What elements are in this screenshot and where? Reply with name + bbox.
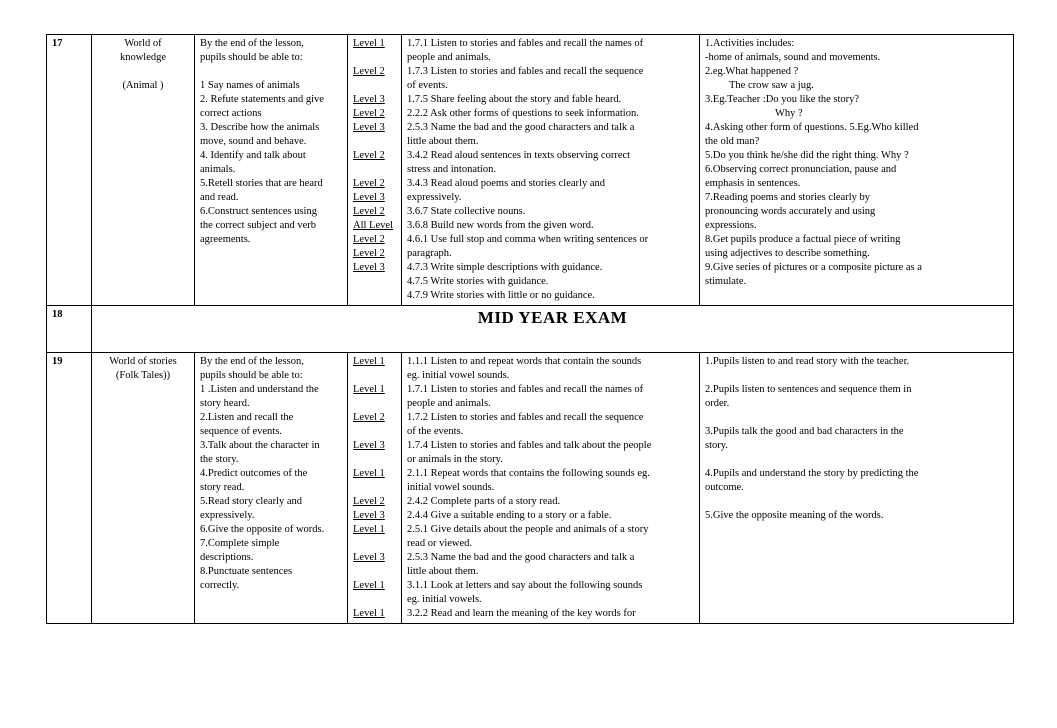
activity-line-text: 8.Get pupils produce a factual piece of writing xyxy=(705,234,901,245)
objective-line xyxy=(200,369,342,383)
objective-line xyxy=(200,79,342,93)
objective-line xyxy=(200,93,342,107)
activity-line xyxy=(705,397,1008,411)
standard-line xyxy=(407,261,694,275)
objective-line xyxy=(200,205,342,219)
level-label xyxy=(353,163,396,177)
level-label-text: Level 3 xyxy=(353,262,385,273)
standard-line xyxy=(407,247,694,261)
standard-line xyxy=(407,275,694,289)
level-label-text: Level 2 xyxy=(353,150,385,161)
table-row-week-18 xyxy=(47,306,1014,353)
standard-line xyxy=(407,355,694,369)
levels-cell xyxy=(348,353,402,624)
levels-cell xyxy=(348,35,402,306)
standard-line-text: 2.5.3 Name the bad and the good characters and talk a xyxy=(407,552,635,563)
standard-line xyxy=(407,397,694,411)
standard-line xyxy=(407,425,694,439)
standard-line xyxy=(407,107,694,121)
objective-line-text: story heard. xyxy=(200,398,250,409)
standard-line-text: 4.7.9 Write stories with little or no guidance. xyxy=(407,290,595,301)
activity-line xyxy=(705,205,1008,219)
theme-line-text: World of xyxy=(124,38,162,49)
level-label xyxy=(353,607,396,621)
level-label xyxy=(353,93,396,107)
level-label xyxy=(353,191,396,205)
level-label xyxy=(353,261,396,275)
activity-line xyxy=(705,233,1008,247)
standard-line-text: of events. xyxy=(407,80,448,91)
activity-line-text: pronouncing words accurately and using xyxy=(705,206,876,217)
learning-standards-cell xyxy=(402,353,700,624)
activity-line-text: 1.Activities includes: xyxy=(705,38,795,49)
level-label xyxy=(353,425,396,439)
objective-line-text: 1 .Listen and understand the xyxy=(200,384,319,395)
activity-line xyxy=(705,481,1008,495)
standard-line xyxy=(407,551,694,565)
standard-line-text: expressively. xyxy=(407,192,462,203)
scheme-of-work-table xyxy=(46,34,1014,624)
objective-line xyxy=(200,481,342,495)
activity-line xyxy=(705,453,1008,467)
standard-line xyxy=(407,537,694,551)
standard-line-text: 4.6.1 Use full stop and comma when writing sentences or xyxy=(407,234,649,245)
level-label-text: Level 1 xyxy=(353,524,385,535)
standard-line-text: little about them. xyxy=(407,566,479,577)
level-label xyxy=(353,79,396,93)
level-label xyxy=(353,51,396,65)
level-label-text: Level 3 xyxy=(353,122,385,133)
activity-line xyxy=(705,177,1008,191)
standard-line-text: 4.7.5 Write stories with guidance. xyxy=(407,276,549,287)
standard-line-text: 3.4.3 Read aloud poems and stories clearly and xyxy=(407,178,605,189)
objectives-cell xyxy=(195,353,348,624)
standard-line xyxy=(407,481,694,495)
activity-line xyxy=(705,439,1008,453)
activity-line xyxy=(705,383,1008,397)
objective-line xyxy=(200,37,342,51)
activity-line-text: expressions. xyxy=(705,220,757,231)
theme-cell xyxy=(92,35,195,306)
mid-year-exam-banner: MID YEAR EXAM xyxy=(92,306,1014,353)
level-label xyxy=(353,495,396,509)
standard-line-text: 3.4.2 Read aloud sentences in texts observing correct xyxy=(407,150,631,161)
standard-line xyxy=(407,369,694,383)
objective-line-text: 8.Punctuate sentences xyxy=(200,566,293,577)
activity-line-text: Why ? xyxy=(775,108,803,119)
activity-line xyxy=(705,509,1008,523)
activity-line xyxy=(705,51,1008,65)
objective-line xyxy=(200,411,342,425)
objective-line xyxy=(200,509,342,523)
activity-line xyxy=(705,149,1008,163)
standard-line xyxy=(407,79,694,93)
objective-line xyxy=(200,523,342,537)
level-label xyxy=(353,481,396,495)
activity-line xyxy=(705,163,1008,177)
level-label-text: Level 2 xyxy=(353,66,385,77)
objective-line-text: agreements. xyxy=(200,234,251,245)
level-label-text: Level 3 xyxy=(353,440,385,451)
table-row-week-17 xyxy=(47,35,1014,306)
activity-line xyxy=(705,135,1008,149)
level-label xyxy=(353,565,396,579)
standard-line xyxy=(407,289,694,303)
objective-line-text: 6.Give the opposite of words. xyxy=(200,524,325,535)
level-label xyxy=(353,177,396,191)
level-label-text: Level 1 xyxy=(353,580,385,591)
level-label-text: Level 1 xyxy=(353,38,385,49)
level-label-text: Level 1 xyxy=(353,468,385,479)
activity-line-text: 1.Pupils listen to and read story with the teacher. xyxy=(705,356,910,367)
objective-line xyxy=(200,51,342,65)
activity-line xyxy=(705,37,1008,51)
theme-line-text: (Animal ) xyxy=(122,80,164,91)
activity-line xyxy=(705,65,1008,79)
activity-line xyxy=(705,495,1008,509)
standard-line-text: 2.5.1 Give details about the people and animals of a story xyxy=(407,524,649,535)
standard-line xyxy=(407,411,694,425)
level-label xyxy=(353,247,396,261)
objective-line-text: 3.Talk about the character in xyxy=(200,440,320,451)
theme-line xyxy=(97,37,189,51)
standard-line xyxy=(407,93,694,107)
standard-line-text: or animals in the story. xyxy=(407,454,503,465)
standard-line-text: 4.7.3 Write simple descriptions with guidance. xyxy=(407,262,603,273)
objective-line xyxy=(200,383,342,397)
objective-line-text: animals. xyxy=(200,164,236,175)
activity-line xyxy=(705,121,1008,135)
table-row-week-19 xyxy=(47,353,1014,624)
standard-line xyxy=(407,163,694,177)
level-label xyxy=(353,65,396,79)
standard-line-text: paragraph. xyxy=(407,248,452,259)
objective-line-text: sequence of events. xyxy=(200,426,282,437)
standard-line-text: eg. initial vowel sounds. xyxy=(407,370,510,381)
level-label xyxy=(353,233,396,247)
standard-line xyxy=(407,205,694,219)
objective-line xyxy=(200,191,342,205)
activity-line-text: 3.Eg.Teacher :Do you like the story? xyxy=(705,94,860,105)
objective-line xyxy=(200,177,342,191)
activity-line-text: stimulate. xyxy=(705,276,747,287)
theme-line xyxy=(97,369,189,383)
objective-line-text: correctly. xyxy=(200,580,240,591)
level-label xyxy=(353,411,396,425)
objective-line-text: 5.Read story clearly and xyxy=(200,496,303,507)
activity-line xyxy=(705,275,1008,289)
level-label-text: Level 2 xyxy=(353,178,385,189)
standard-line xyxy=(407,495,694,509)
objective-line xyxy=(200,107,342,121)
objective-line xyxy=(200,439,342,453)
objective-line xyxy=(200,495,342,509)
activity-line-text: emphasis in sentences. xyxy=(705,178,801,189)
activity-line-text: using adjectives to describe something. xyxy=(705,248,870,259)
level-label-text: Level 2 xyxy=(353,206,385,217)
activity-line xyxy=(705,107,1008,121)
standard-line-text: 1.7.4 Listen to stories and fables and talk about the people xyxy=(407,440,652,451)
standard-line-text: eg. initial vowels. xyxy=(407,594,482,605)
standard-line xyxy=(407,219,694,233)
level-label-text: Level 3 xyxy=(353,552,385,563)
standard-line-text: 1.7.5 Share feeling about the story and fable heard. xyxy=(407,94,622,105)
activity-line xyxy=(705,425,1008,439)
level-label xyxy=(353,537,396,551)
level-label-text: Level 1 xyxy=(353,384,385,395)
standard-line xyxy=(407,65,694,79)
level-label xyxy=(353,383,396,397)
activity-line xyxy=(705,247,1008,261)
standard-line xyxy=(407,135,694,149)
standard-line-text: 1.1.1 Listen to and repeat words that contain the sounds xyxy=(407,356,642,367)
activity-line xyxy=(705,369,1008,383)
level-label xyxy=(353,219,396,233)
activity-line xyxy=(705,93,1008,107)
standard-line-text: 3.2.2 Read and learn the meaning of the key words for xyxy=(407,608,636,619)
standard-line xyxy=(407,149,694,163)
level-label xyxy=(353,467,396,481)
standard-line xyxy=(407,383,694,397)
level-label-text: Level 2 xyxy=(353,234,385,245)
standard-line-text: 3.6.7 State collective nouns. xyxy=(407,206,526,217)
level-label xyxy=(353,551,396,565)
objective-line xyxy=(200,551,342,565)
level-label-text: Level 2 xyxy=(353,108,385,119)
standard-line-text: people and animals. xyxy=(407,52,491,63)
standard-line xyxy=(407,191,694,205)
standard-line-text: 1.7.1 Listen to stories and fables and recall the names of xyxy=(407,38,644,49)
objective-line-text: 4.Predict outcomes of the xyxy=(200,468,308,479)
level-label xyxy=(353,509,396,523)
standard-line-text: 1.7.3 Listen to stories and fables and recall the sequence xyxy=(407,66,644,77)
objective-line xyxy=(200,219,342,233)
objectives-cell xyxy=(195,35,348,306)
standard-line xyxy=(407,579,694,593)
standard-line-text: little about them. xyxy=(407,136,479,147)
activities-cell xyxy=(700,35,1014,306)
standard-line-text: 3.1.1 Look at letters and say about the following sounds xyxy=(407,580,643,591)
standard-line-text: 2.1.1 Repeat words that contains the following sounds eg. xyxy=(407,468,650,479)
standard-line xyxy=(407,607,694,621)
objective-line xyxy=(200,453,342,467)
activities-cell xyxy=(700,353,1014,624)
standard-line xyxy=(407,453,694,467)
level-label-text: Level 2 xyxy=(353,496,385,507)
objective-line xyxy=(200,149,342,163)
learning-standards-cell xyxy=(402,35,700,306)
objective-line-text: 1 Say names of animals xyxy=(200,80,300,91)
standard-line-text: 1.7.2 Listen to stories and fables and recall the sequence xyxy=(407,412,644,423)
standard-line xyxy=(407,439,694,453)
objective-line-text: pupils should be able to: xyxy=(200,52,303,63)
week-cell: 19 xyxy=(47,353,92,624)
activity-line-text: 3.Pupils talk the good and bad characters in the xyxy=(705,426,904,437)
objective-line-text: By the end of the lesson, xyxy=(200,38,304,49)
standard-line xyxy=(407,467,694,481)
theme-line xyxy=(97,355,189,369)
level-label xyxy=(353,439,396,453)
objective-line xyxy=(200,467,342,481)
standard-line xyxy=(407,565,694,579)
standard-line xyxy=(407,121,694,135)
week-cell: 18 xyxy=(47,306,92,353)
level-label-text: Level 2 xyxy=(353,248,385,259)
objective-line-text: 4. Identify and talk about xyxy=(200,150,306,161)
objective-line-text: descriptions. xyxy=(200,552,254,563)
activity-line-text: 4.Asking other form of questions. 5.Eg.Who killed xyxy=(705,122,919,133)
standard-line-text: 2.4.2 Complete parts of a story read. xyxy=(407,496,561,507)
level-label-text: All Level xyxy=(353,220,393,231)
activity-line-text: -home of animals, sound and movements. xyxy=(705,52,881,63)
objective-line-text: 6.Construct sentences using xyxy=(200,206,317,217)
activity-line-text: 2.eg.What happened ? xyxy=(705,66,799,77)
level-label-text: Level 2 xyxy=(353,412,385,423)
standard-line-text: 2.4.4 Give a suitable ending to a story or a fable. xyxy=(407,510,612,521)
level-label-text: Level 3 xyxy=(353,94,385,105)
theme-line xyxy=(97,65,189,79)
standard-line xyxy=(407,593,694,607)
level-label xyxy=(353,369,396,383)
objective-line xyxy=(200,579,342,593)
objective-line xyxy=(200,135,342,149)
objective-line-text: the story. xyxy=(200,454,239,465)
standard-line-text: stress and intonation. xyxy=(407,164,496,175)
level-label xyxy=(353,593,396,607)
activity-line-text: the old man? xyxy=(705,136,760,147)
activity-line xyxy=(705,355,1008,369)
standard-line-text: 2.2.2 Ask other forms of questions to seek information. xyxy=(407,108,639,119)
activity-line xyxy=(705,79,1008,93)
level-label xyxy=(353,135,396,149)
objective-line xyxy=(200,65,342,79)
objective-line xyxy=(200,163,342,177)
standard-line xyxy=(407,177,694,191)
standard-line xyxy=(407,523,694,537)
activity-line-text: 4.Pupils and understand the story by predicting the xyxy=(705,468,919,479)
objective-line xyxy=(200,233,342,247)
objective-line-text: 2.Listen and recall the xyxy=(200,412,294,423)
theme-line xyxy=(97,51,189,65)
objective-line-text: story read. xyxy=(200,482,245,493)
standard-line xyxy=(407,51,694,65)
objective-line-text: expressively. xyxy=(200,510,255,521)
standard-line-text: initial vowel sounds. xyxy=(407,482,495,493)
standard-line-text: 2.5.3 Name the bad and the good characters and talk a xyxy=(407,122,635,133)
level-label xyxy=(353,523,396,537)
objective-line-text: pupils should be able to: xyxy=(200,370,303,381)
theme-line-text: World of stories xyxy=(109,356,177,367)
level-label xyxy=(353,355,396,369)
activity-line xyxy=(705,411,1008,425)
objective-line-text: By the end of the lesson, xyxy=(200,356,304,367)
objective-line-text: 7.Complete simple xyxy=(200,538,280,549)
standard-line-text: people and animals. xyxy=(407,398,491,409)
activity-line-text: 5.Do you think he/she did the right thing. Why ? xyxy=(705,150,909,161)
activity-line xyxy=(705,219,1008,233)
objective-line-text: the correct subject and verb xyxy=(200,220,317,231)
activity-line xyxy=(705,191,1008,205)
objective-line-text: move, sound and behave. xyxy=(200,136,307,147)
level-label xyxy=(353,107,396,121)
theme-cell xyxy=(92,353,195,624)
objective-line-text: and read. xyxy=(200,192,239,203)
theme-line xyxy=(97,79,189,93)
standard-line xyxy=(407,233,694,247)
level-label xyxy=(353,453,396,467)
objective-line xyxy=(200,425,342,439)
objective-line xyxy=(200,121,342,135)
level-label xyxy=(353,121,396,135)
objective-line-text: 3. Describe how the animals xyxy=(200,122,320,133)
objective-line xyxy=(200,355,342,369)
activity-line-text: 9.Give series of pictures or a composite picture as a xyxy=(705,262,922,273)
standard-line xyxy=(407,509,694,523)
level-label-text: Level 3 xyxy=(353,510,385,521)
activity-line-text: outcome. xyxy=(705,482,744,493)
activity-line xyxy=(705,467,1008,481)
level-label-text: Level 1 xyxy=(353,356,385,367)
activity-line-text: 6.Observing correct pronunciation, pause and xyxy=(705,164,897,175)
objective-line-text: correct actions xyxy=(200,108,262,119)
standard-line-text: 3.6.8 Build new words from the given word. xyxy=(407,220,594,231)
level-label xyxy=(353,397,396,411)
activity-line-text: order. xyxy=(705,398,730,409)
level-label xyxy=(353,579,396,593)
objective-line xyxy=(200,537,342,551)
activity-line-text: 5.Give the opposite meaning of the words. xyxy=(705,510,884,521)
standard-line-text: read or viewed. xyxy=(407,538,473,549)
activity-line-text: 2.Pupils listen to sentences and sequence them in xyxy=(705,384,912,395)
activity-line xyxy=(705,261,1008,275)
theme-line-text: knowledge xyxy=(119,52,167,63)
level-label-text: Level 1 xyxy=(353,608,385,619)
level-label xyxy=(353,149,396,163)
level-label xyxy=(353,37,396,51)
activity-line-text: 7.Reading poems and stories clearly by xyxy=(705,192,871,203)
standard-line-text: of the events. xyxy=(407,426,464,437)
standard-line-text: 1.7.1 Listen to stories and fables and recall the names of xyxy=(407,384,644,395)
theme-line-text: (Folk Tales)) xyxy=(115,370,171,381)
standard-line xyxy=(407,37,694,51)
activity-line-text: story. xyxy=(705,440,728,451)
week-cell: 17 xyxy=(47,35,92,306)
objective-line xyxy=(200,565,342,579)
objective-line-text: 5.Retell stories that are heard xyxy=(200,178,323,189)
level-label xyxy=(353,205,396,219)
level-label-text: Level 3 xyxy=(353,192,385,203)
objective-line xyxy=(200,397,342,411)
activity-line-text: The crow saw a jug. xyxy=(729,80,814,91)
objective-line-text: 2. Refute statements and give xyxy=(200,94,324,105)
